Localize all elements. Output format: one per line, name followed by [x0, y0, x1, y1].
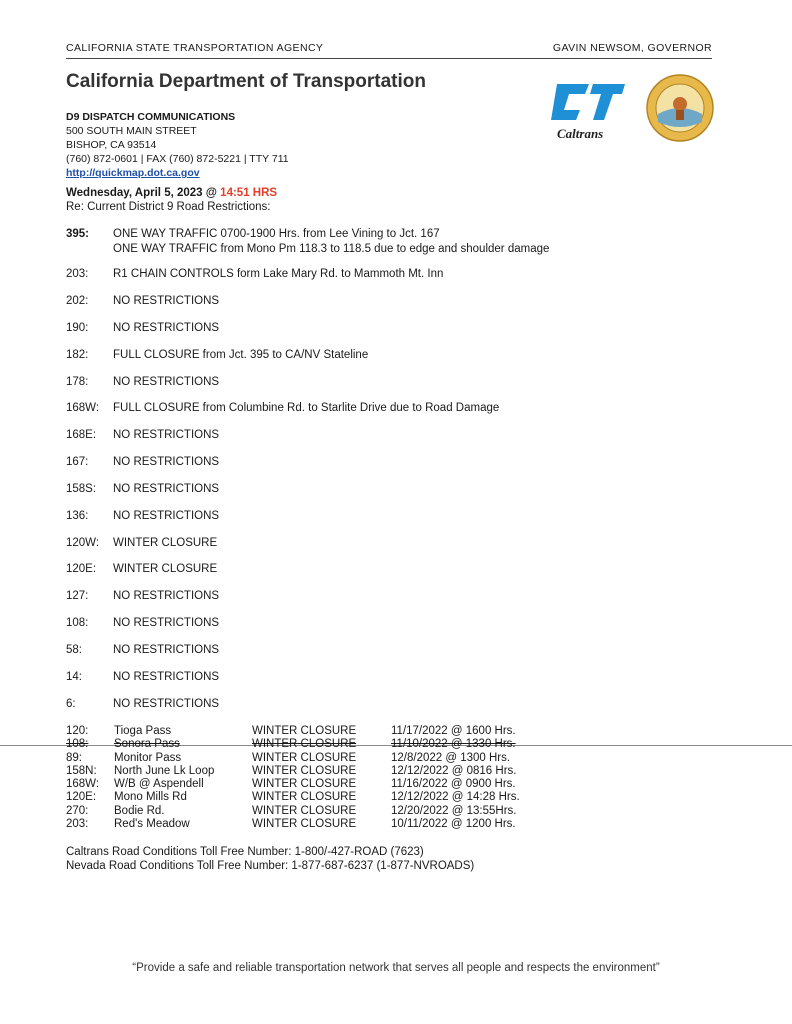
table-row — [66, 738, 520, 751]
closure-location: Tioga Pass — [114, 725, 172, 737]
table-row — [66, 752, 520, 765]
route-number: 203: — [66, 268, 89, 280]
route-row — [66, 348, 368, 363]
closure-location: Bodie Rd. — [114, 804, 165, 817]
closure-route: 108: — [66, 738, 89, 751]
route-number: 136: — [66, 510, 89, 522]
route-description: NO RESTRICTIONS — [113, 322, 220, 334]
office-block — [66, 110, 289, 180]
route-row — [66, 697, 219, 712]
closure-location: W/B @ Aspendell — [114, 778, 204, 791]
route-description: NO RESTRICTIONS — [113, 295, 220, 307]
route-description: FULL CLOSURE from Columbine Rd. to Starlite Drive due to Road Damage — [113, 402, 500, 414]
report-date — [66, 187, 277, 199]
route-row — [66, 267, 443, 282]
route-row — [66, 455, 219, 470]
route-description: NO RESTRICTIONS — [113, 698, 220, 710]
closure-route: 120E: — [66, 791, 97, 804]
route-row — [66, 294, 219, 309]
closure-status: WINTER CLOSURE — [252, 818, 357, 831]
table-row — [66, 791, 520, 804]
agency-name: CALIFORNIA STATE TRANSPORTATION AGENCY — [66, 42, 324, 54]
closure-status: WINTER CLOSURE — [252, 791, 357, 804]
closure-status: WINTER CLOSURE — [252, 764, 357, 777]
closure-table — [66, 725, 520, 831]
route-row — [66, 616, 219, 631]
closure-since: 12/20/2022 @ 13:55Hrs. — [391, 804, 517, 817]
route-number: 190: — [66, 322, 89, 334]
caltrans-phone: Caltrans Road Conditions Toll Free Number: 1-800/-427-ROAD (7623) — [66, 846, 424, 858]
route-number: 167: — [66, 456, 89, 468]
closure-route: 120: — [66, 725, 89, 737]
nevada-phone: Nevada Road Conditions Toll Free Number: 1-877-687-6237 (1-877-NVROADS) — [66, 860, 475, 872]
route-row — [66, 509, 219, 524]
route-number: 58: — [66, 644, 82, 656]
closure-since: 12/8/2022 @ 1300 Hrs. — [391, 751, 511, 764]
report-date-text: Wednesday, April 5, 2023 @ — [66, 187, 221, 199]
table-row — [66, 778, 520, 791]
route-number: 182: — [66, 349, 89, 361]
office-city: BISHOP, CA 93514 — [66, 139, 157, 151]
route-number: 168E: — [66, 429, 97, 441]
route-row — [66, 401, 499, 416]
route-row — [66, 670, 219, 685]
caltrans-wordmark: Caltrans — [557, 126, 604, 141]
route-number: 14: — [66, 671, 82, 683]
closure-status: WINTER CLOSURE — [252, 751, 357, 764]
route-description: NO RESTRICTIONS — [113, 590, 220, 602]
route-description: NO RESTRICTIONS — [113, 376, 220, 388]
closure-location: Monitor Pass — [114, 751, 182, 764]
closure-route: 270: — [66, 804, 89, 817]
route-description: NO RESTRICTIONS — [113, 644, 220, 656]
route-description: NO RESTRICTIONS — [113, 429, 220, 441]
office-name: D9 DISPATCH COMMUNICATIONS — [66, 111, 236, 123]
route-number: 120E: — [66, 563, 97, 575]
route-description: FULL CLOSURE from Jct. 395 to CA/NV Stateline — [113, 349, 369, 361]
closure-status: WINTER CLOSURE — [252, 804, 357, 817]
road-condition-phones — [66, 845, 474, 873]
route-row — [66, 482, 219, 497]
header-rule — [66, 58, 712, 59]
table-row — [66, 725, 520, 738]
route-row — [66, 643, 219, 658]
route-number: 202: — [66, 295, 89, 307]
route-number: 127: — [66, 590, 89, 602]
governor-name: GAVIN NEWSOM, GOVERNOR — [552, 42, 712, 54]
route-description: NO RESTRICTIONS — [113, 671, 220, 683]
route-line-2: ONE WAY TRAFFIC from Mono Pm 118.3 to 118.5 due to edge and shoulder damage — [113, 243, 550, 255]
route-number: 158S: — [66, 483, 97, 495]
report-subject: Re: Current District 9 Road Restrictions: — [66, 201, 271, 213]
route-description: R1 CHAIN CONTROLS form Lake Mary Rd. to Mammoth Mt. Inn — [113, 268, 444, 280]
closure-status: WINTER CLOSURE — [252, 738, 357, 751]
closure-route: 89: — [66, 751, 82, 764]
closure-route: 203: — [66, 818, 89, 831]
california-seal-icon — [646, 74, 714, 142]
table-row — [66, 765, 520, 778]
closure-since: 11/10/2022 @ 1330 Hrs. — [391, 738, 516, 751]
route-number: 168W: — [66, 402, 100, 414]
closure-since: 10/11/2022 @ 1200 Hrs. — [391, 818, 516, 831]
closure-since: 11/16/2022 @ 0900 Hrs. — [391, 778, 516, 791]
caltrans-logo-icon — [549, 80, 627, 142]
closure-location: Sonora Pass — [114, 738, 180, 751]
route-row — [66, 589, 219, 604]
route-description: WINTER CLOSURE — [113, 563, 218, 575]
route-row — [66, 536, 217, 551]
route-description: NO RESTRICTIONS — [113, 456, 220, 468]
route-line-1: ONE WAY TRAFFIC 0700-1900 Hrs. from Lee Vining to Jct. 167 — [113, 228, 440, 240]
route-number: 120W: — [66, 537, 100, 549]
route-row — [66, 428, 219, 443]
closure-location: North June Lk Loop — [114, 764, 215, 777]
closure-location: Mono Mills Rd — [114, 791, 187, 804]
office-phones: (760) 872-0601 | FAX (760) 872-5221 | TTY 711 — [66, 153, 289, 165]
table-row — [66, 818, 520, 831]
route-description: NO RESTRICTIONS — [113, 617, 220, 629]
closure-status: WINTER CLOSURE — [252, 778, 357, 791]
route-description: WINTER CLOSURE — [113, 537, 218, 549]
table-row — [66, 805, 520, 818]
route-number: 395: — [66, 228, 90, 240]
closure-location: Red's Meadow — [114, 818, 190, 831]
closure-route: 168W: — [66, 778, 100, 791]
closure-since: 12/12/2022 @ 14:28 Hrs. — [391, 791, 520, 804]
closure-route: 158N: — [66, 764, 97, 777]
closure-status: WINTER CLOSURE — [252, 725, 357, 737]
route-row — [66, 321, 219, 336]
route-row — [66, 562, 217, 577]
report-time: 14:51 HRS — [220, 187, 278, 199]
closure-since: 11/17/2022 @ 1600 Hrs. — [391, 725, 516, 737]
route-number: 108: — [66, 617, 89, 629]
route-row — [66, 227, 549, 257]
office-street: 500 SOUTH MAIN STREET — [66, 125, 197, 137]
closure-since: 12/12/2022 @ 0816 Hrs. — [391, 764, 517, 777]
route-description: NO RESTRICTIONS — [113, 510, 220, 522]
route-description: NO RESTRICTIONS — [113, 483, 220, 495]
caltrans-logo — [549, 80, 627, 142]
mission-statement: “Provide a safe and reliable transportation network that serves all people and respects the environment” — [132, 962, 660, 974]
quickmap-link[interactable]: http://quickmap.dot.ca.gov — [66, 167, 200, 179]
department-title: California Department of Transportation — [66, 71, 426, 92]
route-description — [113, 227, 549, 257]
route-number: 6: — [66, 698, 76, 710]
route-row — [66, 375, 219, 390]
route-number: 178: — [66, 376, 89, 388]
